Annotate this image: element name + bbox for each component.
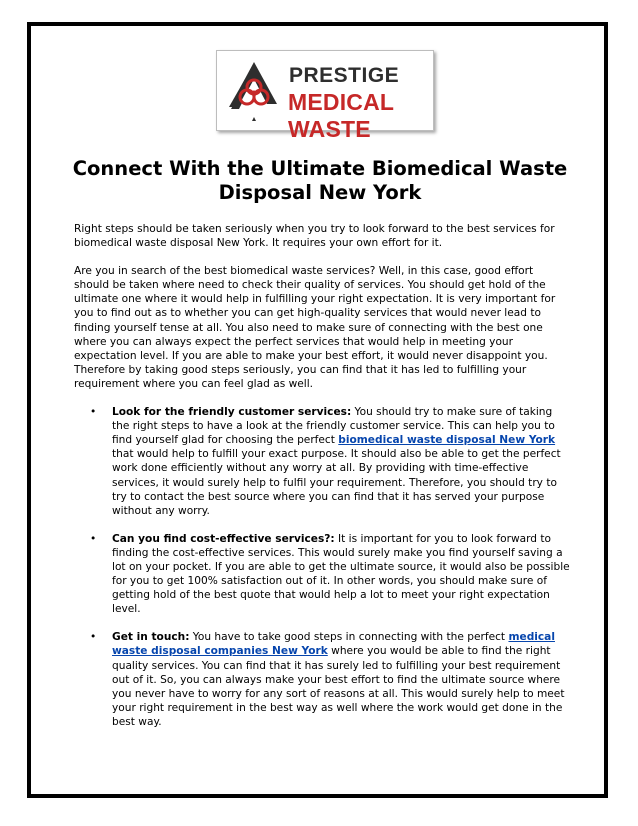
article-body (74, 222, 570, 743)
item-text: You should try to make sure of taking the right steps to have a look at the friendly customer service. This can help you to find yourself glad for choosing the perfect (112, 406, 555, 447)
tips-list (74, 405, 570, 729)
biomedical-waste-disposal-link[interactable]: biomedical waste disposal New York (338, 434, 556, 447)
logo-text-medical-waste: MEDICAL WASTE (288, 89, 394, 142)
item-heading: Look for the friendly customer services: (112, 406, 352, 419)
bullet-marker: • (90, 406, 97, 419)
logo (216, 50, 434, 142)
bullet-marker: • (90, 532, 97, 545)
list-item (74, 532, 570, 617)
intro-paragraph: Right steps should be taken seriously when you try to look forward to the best services for biomedical waste disposal New York. It requires your own effort for it. (74, 223, 555, 250)
item-heading: Get in touch: (112, 631, 190, 644)
item-text-continued: where you would be able to find the right quality services. You can find that it has surely led to fulfilling your best requirement out of it. So, you can always make your best effort to find the ultimate source where you never have to worry for any sort of reasons at all. This would surely help to meet your right requirement in the best way as well where the work would get done in the best way. (112, 645, 565, 728)
medical-waste-companies-link[interactable]: medical waste disposal companies New York (112, 631, 555, 658)
page-title: Connect With the Ultimate Biomedical Waste Disposal New York (72, 157, 568, 204)
item-text: It is important for you to look forward to finding the cost-effective services. This would surely make you find yourself saving a lot on your pocket. If you are able to get the ultimate source, it would also be possible for you to get 100% satisfaction out of it. In other words, you should make sure of getting hold of the best quote that would help a lot to meet your right expectation level. (112, 532, 570, 616)
body-paragraph: Are you in search of the best biomedical waste services? Well, in this case, good effort should be taken where need to check their quality of services. You should get hold of the ultimate one where it would help in fulfilling your right expectation. It is very important for you to find out as to whether you can get high-quality services that would never lead to finding yourself tense at all. You also need to make sure of connecting with the best one where you can always expect the perfect services that would help in meeting your expectation level. If you are able to make your best effort, it would never disappoint you. Therefore by taking good steps seriously, you can find that it has led to fulfilling your requirement where you can feel glad as well. (74, 265, 556, 390)
item-text-continued: that would help to fulfill your exact purpose. It should also be able to get the perfect work done efficiently without any worry at all. By providing with time-effective services, it would surely help to fulfil your requirement. Therefore, you should try to try to contact the best source where you can find that it has served your purpose without any worry. (112, 448, 561, 517)
bullet-marker: • (90, 631, 97, 644)
item-heading: Can you find cost-effective services?: (112, 532, 335, 545)
item-text: You have to take good steps in connecting with the perfect (189, 631, 509, 644)
list-item (74, 630, 570, 729)
list-item (74, 405, 570, 518)
logo-text-prestige: PRESTIGE (289, 64, 400, 87)
biohazard-recycle-icon (225, 59, 283, 121)
